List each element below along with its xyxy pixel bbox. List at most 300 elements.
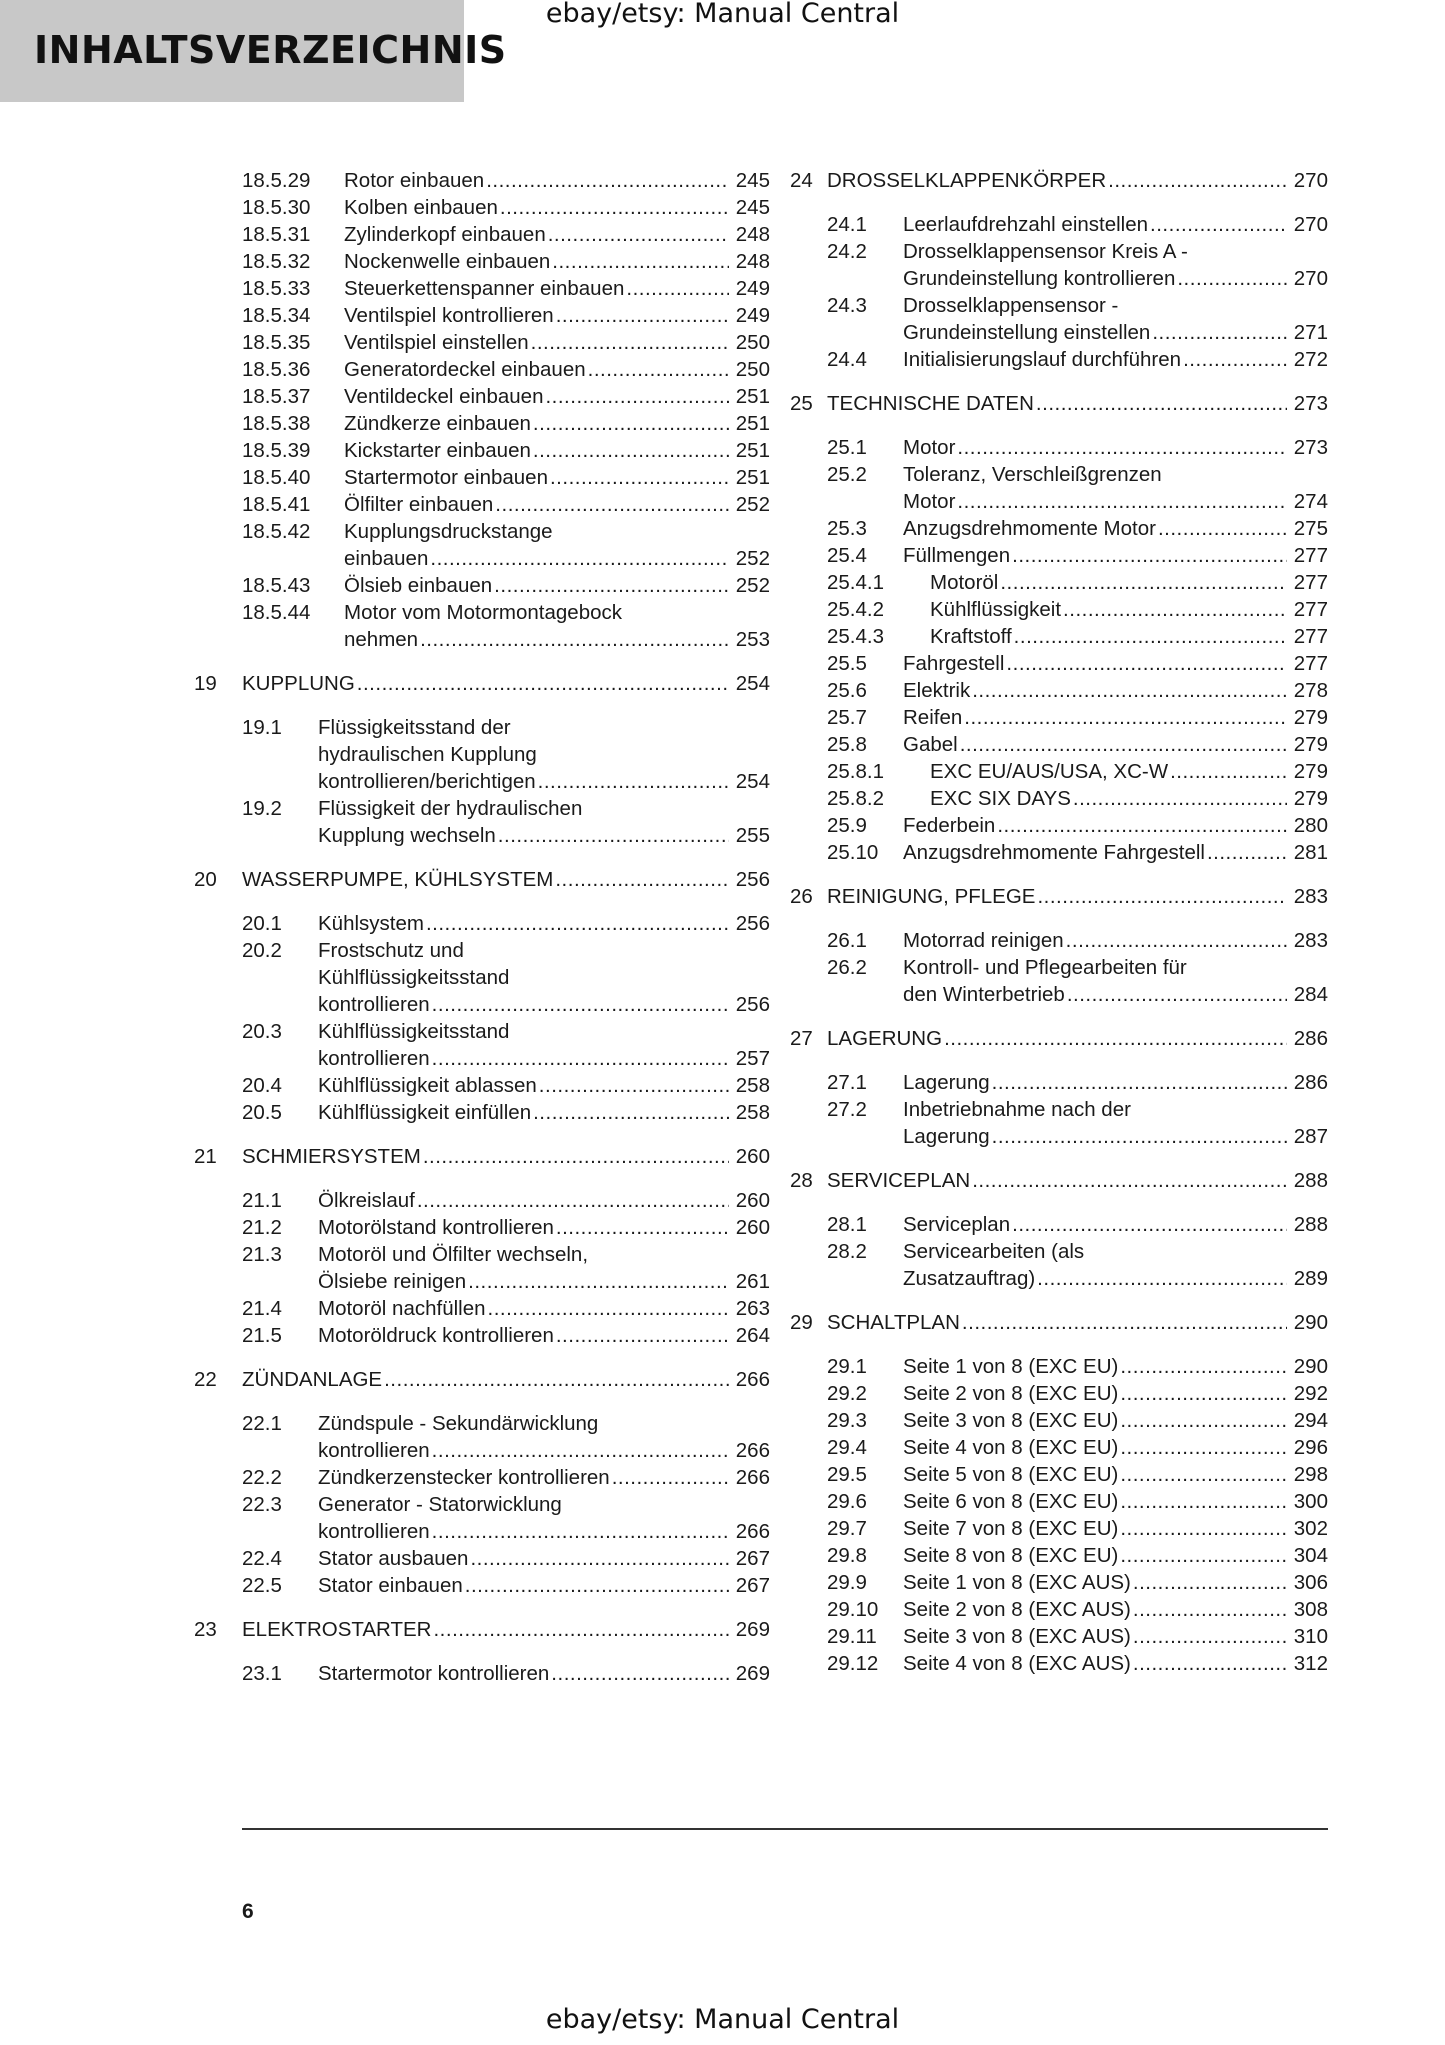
toc-title-last-line [903, 650, 1328, 677]
toc-number: 25.4 [827, 544, 867, 567]
toc-chapter[interactable] [790, 1025, 1328, 1052]
toc-entry[interactable] [242, 194, 770, 221]
toc-page-number: 251 [735, 412, 770, 435]
toc-entry[interactable] [802, 1542, 1328, 1569]
toc-page-number: 273 [1293, 392, 1328, 415]
toc-entry[interactable] [242, 1241, 770, 1295]
toc-title-last-line [318, 1214, 770, 1241]
toc-number: 29.8 [827, 1544, 867, 1567]
toc-title-last-line [344, 437, 770, 464]
toc-page-number: 288 [1293, 1169, 1328, 1192]
toc-title-line: Toleranz, Verschleißgrenzen [903, 463, 1162, 486]
toc-entry[interactable] [802, 1434, 1328, 1461]
toc-title [903, 677, 1328, 704]
toc-entry[interactable] [242, 491, 770, 518]
toc-title-last-line [903, 515, 1328, 542]
page-number: 6 [242, 1900, 254, 1923]
toc-entry[interactable] [802, 927, 1328, 954]
toc-title-last-line [827, 883, 1328, 910]
toc-leader-dots [1012, 1211, 1287, 1238]
toc-entry[interactable] [802, 238, 1328, 292]
toc-title-text: Ölsieb einbauen [344, 574, 493, 597]
toc-title-text: Lagerung [903, 1071, 990, 1094]
toc-page-number: 252 [735, 547, 770, 570]
toc-leader-dots [1120, 1407, 1287, 1434]
toc-title-last-line [903, 1069, 1328, 1096]
toc-leader-dots [498, 822, 729, 849]
toc-entry[interactable] [802, 211, 1328, 238]
toc-entry[interactable] [242, 1018, 770, 1072]
toc-title-last-line [344, 545, 770, 572]
toc-title [903, 1623, 1328, 1650]
toc-entry[interactable] [242, 1464, 770, 1491]
toc-title-text: ELEKTROSTARTER [242, 1618, 432, 1641]
toc-leader-dots [384, 1366, 729, 1393]
toc-leader-dots [539, 1072, 729, 1099]
toc-leader-dots [556, 302, 729, 329]
toc-title-text: EXC EU/AUS/USA, XC-W [930, 760, 1169, 783]
toc-number: 21.1 [242, 1189, 282, 1212]
toc-title-text: WASSERPUMPE, KÜHLSYSTEM [242, 868, 554, 891]
toc-leader-dots [533, 1099, 729, 1126]
toc-leader-dots [432, 1437, 729, 1464]
toc-title [242, 866, 770, 893]
toc-title-last-line [903, 927, 1328, 954]
toc-entry[interactable] [802, 650, 1328, 677]
toc-entry[interactable] [802, 731, 1328, 758]
toc-title-last-line [903, 812, 1328, 839]
toc-title-last-line [903, 1596, 1328, 1623]
toc-entry[interactable] [242, 356, 770, 383]
toc-title-line: Drosselklappensensor - [903, 294, 1119, 317]
toc-title-last-line [827, 1309, 1328, 1336]
toc-title [903, 1461, 1328, 1488]
toc-title [344, 248, 770, 275]
toc-entry[interactable] [242, 1491, 770, 1545]
toc-leader-dots [1063, 596, 1287, 623]
toc-number: 25.5 [827, 652, 867, 675]
toc-leader-dots [1066, 927, 1287, 954]
toc-entry[interactable] [802, 758, 1328, 785]
toc-entry[interactable] [802, 1069, 1328, 1096]
toc-entry[interactable] [802, 515, 1328, 542]
toc-leader-dots [430, 545, 729, 572]
toc-page-number: 274 [1293, 490, 1328, 513]
toc-entry[interactable] [802, 434, 1328, 461]
toc-entry[interactable] [802, 785, 1328, 812]
toc-entry[interactable] [242, 275, 770, 302]
toc-leader-dots [1133, 1569, 1287, 1596]
toc-leader-dots [1120, 1461, 1287, 1488]
toc-title [344, 329, 770, 356]
toc-leader-dots [533, 410, 729, 437]
toc-title-line: Flüssigkeit der hydraulischen [318, 797, 583, 820]
toc-entry[interactable] [242, 937, 770, 1018]
toc-leader-dots [468, 1268, 729, 1295]
toc-leader-dots [1037, 1265, 1287, 1292]
toc-title-last-line [827, 390, 1328, 417]
toc-title-text: DROSSELKLAPPENKÖRPER [827, 169, 1107, 192]
toc-entry[interactable] [802, 623, 1328, 650]
toc-title [903, 1596, 1328, 1623]
toc-title-last-line [344, 194, 770, 221]
toc-title-text: Seite 8 von 8 (EXC EU) [903, 1544, 1119, 1567]
toc-leader-dots [545, 383, 729, 410]
toc-entry[interactable] [242, 1099, 770, 1126]
toc-title-text: Motoröl [930, 571, 999, 594]
toc-entry[interactable] [242, 302, 770, 329]
toc-entry[interactable] [242, 1214, 770, 1241]
toc-entry[interactable] [802, 1380, 1328, 1407]
toc-title-text: Elektrik [903, 679, 971, 702]
toc-title-last-line [903, 211, 1328, 238]
toc-leader-dots [538, 768, 729, 795]
toc-entry[interactable] [802, 1211, 1328, 1238]
toc-entry[interactable] [802, 704, 1328, 731]
toc-title-text: REINIGUNG, PFLEGE [827, 885, 1036, 908]
toc-chapter[interactable] [194, 1143, 770, 1170]
toc-title-line: Servicearbeiten (als [903, 1240, 1085, 1263]
toc-title-text: Zusatzauftrag) [903, 1267, 1036, 1290]
toc-title [903, 211, 1328, 238]
toc-page-number: 253 [735, 628, 770, 651]
toc-title-last-line [903, 1542, 1328, 1569]
toc-number: 29.1 [827, 1355, 867, 1378]
toc-leader-dots [1158, 515, 1287, 542]
toc-title [242, 1616, 770, 1643]
toc-title-last-line [318, 1322, 770, 1349]
toc-number: 20.3 [242, 1020, 282, 1043]
toc-entry[interactable] [802, 596, 1328, 623]
toc-leader-dots [550, 464, 729, 491]
toc-title-last-line [318, 1518, 770, 1545]
toc-title [903, 1353, 1328, 1380]
toc-number: 24.3 [827, 294, 867, 317]
toc-entry[interactable] [802, 1650, 1328, 1677]
toc-entry[interactable] [802, 542, 1328, 569]
toc-entry[interactable] [242, 410, 770, 437]
toc-entry[interactable] [802, 292, 1328, 346]
toc-page-number: 256 [735, 868, 770, 891]
toc-chapter[interactable] [790, 1309, 1328, 1336]
toc-title-text: Seite 7 von 8 (EXC EU) [903, 1517, 1119, 1540]
toc-title-text: Seite 6 von 8 (EXC EU) [903, 1490, 1119, 1513]
toc-title [242, 1366, 770, 1393]
toc-entry[interactable] [802, 677, 1328, 704]
toc-title-last-line [930, 569, 1328, 596]
toc-leader-dots [426, 910, 729, 937]
toc-page-number: 261 [735, 1270, 770, 1293]
toc-leader-dots [432, 1518, 729, 1545]
toc-number: 25.4.3 [827, 625, 884, 648]
toc-title-last-line [903, 981, 1328, 1008]
toc-entry[interactable] [802, 1596, 1328, 1623]
toc-entry[interactable] [242, 167, 770, 194]
toc-title-last-line [318, 1072, 770, 1099]
toc-title [903, 1238, 1328, 1292]
toc-page-number: 281 [1293, 841, 1328, 864]
toc-entry[interactable] [242, 1187, 770, 1214]
toc-number: 18.5.41 [242, 493, 311, 516]
toc-title [903, 1380, 1328, 1407]
toc-title-last-line [827, 167, 1328, 194]
toc-number: 22.2 [242, 1466, 282, 1489]
toc-title [318, 795, 770, 849]
toc-entry[interactable] [242, 437, 770, 464]
toc-entry[interactable] [802, 1569, 1328, 1596]
toc-title-text: KUPPLUNG [242, 672, 355, 695]
toc-entry[interactable] [802, 839, 1328, 866]
toc-entry[interactable] [242, 1410, 770, 1464]
toc-leader-dots [555, 866, 729, 893]
toc-number: 22.4 [242, 1547, 282, 1570]
toc-title-last-line [344, 221, 770, 248]
toc-page-number: 300 [1293, 1490, 1328, 1513]
toc-entry[interactable] [242, 1072, 770, 1099]
toc-leader-dots [992, 1123, 1287, 1150]
toc-entry[interactable] [802, 1353, 1328, 1380]
toc-entry[interactable] [242, 329, 770, 356]
toc-title [344, 437, 770, 464]
toc-number: 18.5.39 [242, 439, 311, 462]
toc-entry[interactable] [242, 221, 770, 248]
toc-number: 29.6 [827, 1490, 867, 1513]
toc-entry[interactable] [802, 1461, 1328, 1488]
toc-page-number: 260 [735, 1216, 770, 1239]
toc-title-text: kontrollieren/berichtigen [318, 770, 536, 793]
toc-leader-dots [1120, 1353, 1287, 1380]
toc-page-number: 267 [735, 1547, 770, 1570]
toc-entry[interactable] [802, 569, 1328, 596]
toc-page-number: 257 [735, 1047, 770, 1070]
toc-title-text: Ventilspiel einstellen [344, 331, 529, 354]
toc-entry[interactable] [242, 714, 770, 795]
toc-entry[interactable] [242, 1660, 770, 1687]
toc-title-text: nehmen [344, 628, 419, 651]
toc-number: 25.2 [827, 463, 867, 486]
toc-chapter[interactable] [194, 866, 770, 893]
toc-title-text: Seite 3 von 8 (EXC AUS) [903, 1625, 1131, 1648]
toc-title-last-line [903, 704, 1328, 731]
toc-title-text: Reifen [903, 706, 963, 729]
toc-number: 29.12 [827, 1652, 879, 1675]
toc-number: 25.10 [827, 841, 879, 864]
toc-number: 23.1 [242, 1662, 282, 1685]
toc-number: 25.8.2 [827, 787, 884, 810]
toc-entry[interactable] [802, 1096, 1328, 1150]
toc-leader-dots [417, 1187, 729, 1214]
toc-entry[interactable] [242, 910, 770, 937]
toc-title-text: Motoröldruck kontrollieren [318, 1324, 554, 1347]
toc-entry[interactable] [802, 954, 1328, 1008]
toc-title-text: Leerlaufdrehzahl einstellen [903, 213, 1149, 236]
toc-title-last-line [930, 596, 1328, 623]
toc-page-number: 270 [1293, 169, 1328, 192]
toc-leader-dots [1152, 319, 1287, 346]
toc-title-text: Federbein [903, 814, 996, 837]
toc-entry[interactable] [802, 1407, 1328, 1434]
toc-page-number: 266 [735, 1368, 770, 1391]
toc-title-text: Nockenwelle einbauen [344, 250, 551, 273]
toc-entry[interactable] [802, 1488, 1328, 1515]
toc-chapter[interactable] [194, 670, 770, 697]
toc-title-last-line [903, 542, 1328, 569]
toc-page-number: 304 [1293, 1544, 1328, 1567]
toc-leader-dots [1120, 1380, 1287, 1407]
toc-title-text: Lagerung [903, 1125, 990, 1148]
toc-leader-dots [1177, 265, 1287, 292]
toc-title [318, 1322, 770, 1349]
toc-title-last-line [903, 346, 1328, 373]
toc-number: 18.5.34 [242, 304, 311, 327]
toc-number: 27.2 [827, 1098, 867, 1121]
toc-page-number: 251 [735, 466, 770, 489]
toc-title-last-line [903, 1407, 1328, 1434]
toc-entry[interactable] [802, 1623, 1328, 1650]
toc-number: 29.11 [827, 1625, 877, 1648]
toc-entry[interactable] [242, 383, 770, 410]
toc-title [318, 1214, 770, 1241]
toc-title-last-line [903, 1515, 1328, 1542]
toc-number: 20 [194, 868, 217, 891]
toc-title [318, 1018, 770, 1072]
toc-title-text: Zündkerze einbauen [344, 412, 531, 435]
toc-page-number: 296 [1293, 1436, 1328, 1459]
toc-entry[interactable] [242, 795, 770, 849]
toc-number: 18.5.29 [242, 169, 311, 192]
toc-leader-dots [972, 677, 1287, 704]
toc-number: 25.1 [827, 436, 867, 459]
toc-title [903, 434, 1328, 461]
toc-page-number: 284 [1293, 983, 1328, 1006]
toc-entry[interactable] [242, 518, 770, 572]
toc-page-number: 308 [1293, 1598, 1328, 1621]
toc-chapter[interactable] [790, 883, 1328, 910]
toc-chapter[interactable] [194, 1366, 770, 1393]
toc-title-last-line [344, 572, 770, 599]
toc-title-last-line [318, 1464, 770, 1491]
toc-number: 21.3 [242, 1243, 282, 1266]
toc-title-last-line [903, 1211, 1328, 1238]
toc-title [318, 1660, 770, 1687]
watermark-top: ebay/etsy: Manual Central [545, 0, 900, 29]
toc-title [903, 1434, 1328, 1461]
toc-title [344, 356, 770, 383]
toc-title-text: ZÜNDANLAGE [242, 1368, 383, 1391]
toc-chapter[interactable] [790, 1167, 1328, 1194]
toc-number: 18.5.35 [242, 331, 311, 354]
toc-page-number: 263 [735, 1297, 770, 1320]
toc-entry[interactable] [802, 346, 1328, 373]
toc-entry[interactable] [242, 1545, 770, 1572]
toc-number: 26.1 [827, 929, 867, 952]
toc-page-number: 279 [1293, 733, 1328, 756]
toc-title [318, 1072, 770, 1099]
toc-page-number: 250 [735, 358, 770, 381]
toc-entry[interactable] [242, 1295, 770, 1322]
toc-title [827, 167, 1328, 194]
toc-title [318, 1572, 770, 1599]
toc-number: 18.5.30 [242, 196, 311, 219]
toc-chapter[interactable] [790, 390, 1328, 417]
toc-entry[interactable] [802, 461, 1328, 515]
toc-title-last-line [903, 1623, 1328, 1650]
toc-leader-dots [495, 491, 729, 518]
toc-page-number: 245 [735, 169, 770, 192]
toc-number: 29.5 [827, 1463, 867, 1486]
toc-leader-dots [433, 1616, 729, 1643]
toc-number: 18.5.43 [242, 574, 311, 597]
toc-page-number: 245 [735, 196, 770, 219]
toc-title-text: Seite 1 von 8 (EXC EU) [903, 1355, 1119, 1378]
toc-number: 23 [194, 1618, 217, 1641]
toc-number: 20.4 [242, 1074, 282, 1097]
toc-title-text: Seite 2 von 8 (EXC AUS) [903, 1598, 1131, 1621]
toc-entry[interactable] [242, 1572, 770, 1599]
toc-title-last-line [903, 731, 1328, 758]
toc-number: 21.2 [242, 1216, 282, 1239]
toc-entry[interactable] [242, 599, 770, 653]
toc-title-last-line [903, 319, 1328, 346]
toc-title-last-line [318, 1660, 770, 1687]
toc-title-text: Ventilspiel kontrollieren [344, 304, 554, 327]
toc-number: 25 [790, 392, 813, 415]
toc-entry[interactable] [242, 248, 770, 275]
toc-entry[interactable] [802, 1515, 1328, 1542]
toc-leader-dots [1006, 650, 1287, 677]
toc-page-number: 269 [735, 1618, 770, 1641]
toc-leader-dots [612, 1464, 729, 1491]
toc-title-line: Frostschutz und [318, 939, 464, 962]
toc-entry[interactable] [242, 464, 770, 491]
toc-number: 18.5.44 [242, 601, 311, 624]
toc-number: 19.2 [242, 797, 282, 820]
toc-page-number: 277 [1293, 544, 1328, 567]
toc-entry[interactable] [802, 1238, 1328, 1292]
toc-page-number: 260 [735, 1189, 770, 1212]
toc-title-last-line [903, 1434, 1328, 1461]
toc-entry[interactable] [802, 812, 1328, 839]
toc-title-text: Kühlflüssigkeit ablassen [318, 1074, 537, 1097]
page-title: INHALTSVERZEICHNIS [34, 28, 507, 72]
toc-entry[interactable] [242, 1322, 770, 1349]
toc-leader-dots [1014, 623, 1287, 650]
toc-title-text: Ventildeckel einbauen [344, 385, 544, 408]
toc-number: 25.3 [827, 517, 867, 540]
toc-title-last-line [344, 302, 770, 329]
toc-title-last-line [903, 1353, 1328, 1380]
toc-title-text: Grundeinstellung kontrollieren [903, 267, 1176, 290]
toc-chapter[interactable] [194, 1616, 770, 1643]
toc-chapter[interactable] [790, 167, 1328, 194]
toc-title-last-line [318, 768, 770, 795]
toc-leader-dots [1133, 1623, 1287, 1650]
toc-title [903, 238, 1328, 292]
toc-title [242, 1143, 770, 1170]
toc-leader-dots [423, 1143, 729, 1170]
toc-title-line: Kupplungsdruckstange [344, 520, 553, 543]
toc-page-number: 294 [1293, 1409, 1328, 1432]
toc-entry[interactable] [242, 572, 770, 599]
toc-title-last-line [242, 1143, 770, 1170]
toc-title-last-line [242, 670, 770, 697]
toc-page-number: 283 [1293, 885, 1328, 908]
toc-number: 19 [194, 672, 217, 695]
toc-title-text: Seite 1 von 8 (EXC AUS) [903, 1571, 1131, 1594]
toc-page-number: 286 [1293, 1071, 1328, 1094]
toc-title [318, 1464, 770, 1491]
toc-leader-dots [533, 437, 729, 464]
